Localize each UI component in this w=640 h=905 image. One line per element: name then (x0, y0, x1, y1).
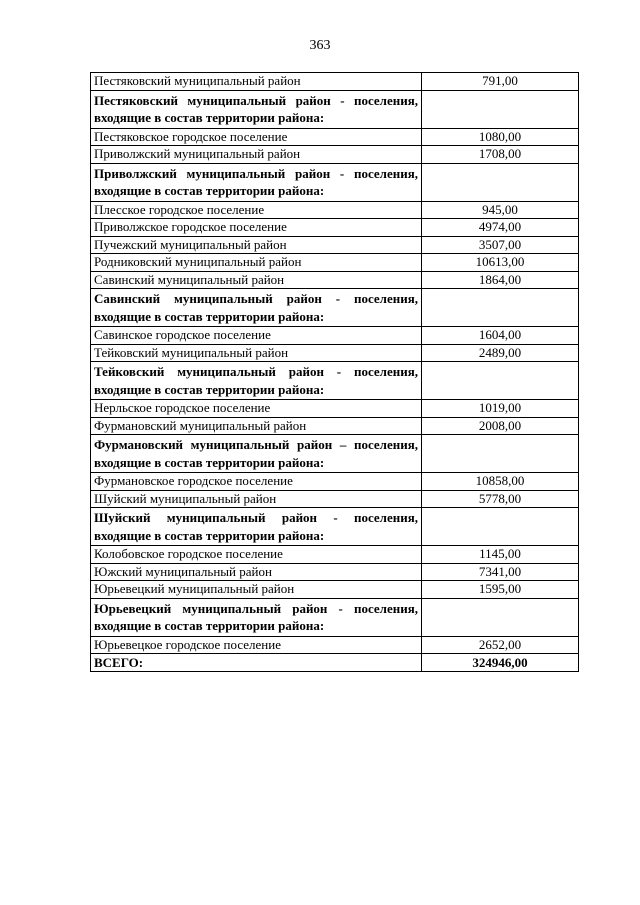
amount-cell: 1708,00 (422, 146, 579, 164)
territory-name-cell: Фурмановское городское поселение (91, 473, 422, 491)
table-row (91, 201, 579, 219)
territory-name-cell: Плесское городское поселение (91, 201, 422, 219)
amount-cell: 4974,00 (422, 219, 579, 237)
amount-cell: 10858,00 (422, 473, 579, 491)
table-section-header-row (91, 90, 579, 128)
table-row (91, 563, 579, 581)
amount-cell: 1080,00 (422, 128, 579, 146)
territory-name-cell: Родниковский муниципальный район (91, 254, 422, 272)
amount-cell (422, 90, 579, 128)
territory-name-cell: Приволжское городское поселение (91, 219, 422, 237)
amount-cell: 2008,00 (422, 417, 579, 435)
amount-cell: 1019,00 (422, 400, 579, 418)
table-row (91, 254, 579, 272)
page-number: 363 (309, 38, 331, 53)
territory-name-cell: Савинский муниципальный район (91, 271, 422, 289)
territory-name-cell: Приволжский муниципальный район (91, 146, 422, 164)
territory-name-cell: Пестяковский муниципальный район (91, 73, 422, 91)
amount-cell (422, 362, 579, 400)
table-section-header-row (91, 598, 579, 636)
table-row (91, 417, 579, 435)
territory-name-cell: Юрьевецкое городское поселение (91, 636, 422, 654)
territory-name-cell: Пестяковское городское поселение (91, 128, 422, 146)
table-row (91, 271, 579, 289)
territory-name-cell: Фурмановский муниципальный район (91, 417, 422, 435)
amount-cell: 1864,00 (422, 271, 579, 289)
table-row (91, 146, 579, 164)
total-label: ВСЕГО: (91, 654, 422, 672)
amount-cell: 1145,00 (422, 546, 579, 564)
amount-cell (422, 435, 579, 473)
amount-cell: 2489,00 (422, 344, 579, 362)
amount-cell: 1595,00 (422, 581, 579, 599)
table-section-header-row (91, 163, 579, 201)
section-header-cell: Приволжский муниципальный район - поселения, входящие в состав территории района: (91, 163, 422, 201)
territory-name-cell: Юрьевецкий муниципальный район (91, 581, 422, 599)
budget-table-body (91, 73, 579, 672)
section-header-cell: Пестяковский муниципальный район - поселения, входящие в состав территории района: (91, 90, 422, 128)
table-row (91, 344, 579, 362)
section-header-cell: Савинский муниципальный район - поселения, входящие в состав территории района: (91, 289, 422, 327)
territory-name-cell: Южский муниципальный район (91, 563, 422, 581)
amount-cell (422, 508, 579, 546)
table-row (91, 581, 579, 599)
table-row (91, 73, 579, 91)
amount-cell: 2652,00 (422, 636, 579, 654)
section-header-cell: Шуйский муниципальный район - поселения, входящие в состав территории района: (91, 508, 422, 546)
table-row (91, 636, 579, 654)
table-section-header-row (91, 362, 579, 400)
amount-cell (422, 163, 579, 201)
amount-cell: 10613,00 (422, 254, 579, 272)
budget-table (90, 72, 579, 672)
amount-cell: 945,00 (422, 201, 579, 219)
table-section-header-row (91, 508, 579, 546)
territory-name-cell: Савинское городское поселение (91, 327, 422, 345)
table-row (91, 400, 579, 418)
section-header-cell: Фурмановский муниципальный район – поселения, входящие в состав территории района: (91, 435, 422, 473)
table-row (91, 327, 579, 345)
total-row (91, 654, 579, 672)
amount-cell (422, 598, 579, 636)
table-section-header-row (91, 435, 579, 473)
table-section-header-row (91, 289, 579, 327)
territory-name-cell: Тейковский муниципальный район (91, 344, 422, 362)
table-row (91, 473, 579, 491)
section-header-cell: Юрьевецкий муниципальный район - поселения, входящие в состав территории района: (91, 598, 422, 636)
section-header-cell: Тейковский муниципальный район - поселения, входящие в состав территории района: (91, 362, 422, 400)
amount-cell: 3507,00 (422, 236, 579, 254)
table-row (91, 546, 579, 564)
table-row (91, 219, 579, 237)
territory-name-cell: Нерльское городское поселение (91, 400, 422, 418)
territory-name-cell: Колобовское городское поселение (91, 546, 422, 564)
amount-cell: 1604,00 (422, 327, 579, 345)
amount-cell: 791,00 (422, 73, 579, 91)
total-value: 324946,00 (422, 654, 579, 672)
amount-cell: 5778,00 (422, 490, 579, 508)
territory-name-cell: Пучежский муниципальный район (91, 236, 422, 254)
table-row (91, 128, 579, 146)
table-row (91, 236, 579, 254)
amount-cell (422, 289, 579, 327)
table-row (91, 490, 579, 508)
amount-cell: 7341,00 (422, 563, 579, 581)
territory-name-cell: Шуйский муниципальный район (91, 490, 422, 508)
